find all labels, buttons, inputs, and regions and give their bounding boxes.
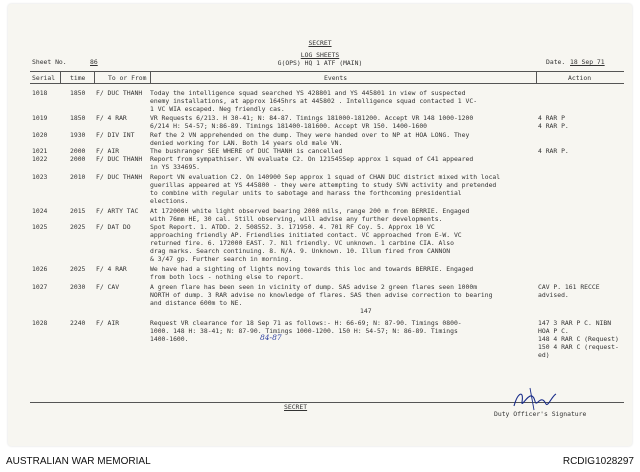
entry-to-from: F/ DAT DO: [96, 223, 131, 231]
log-title: LOG SHEETS: [300, 51, 340, 59]
entry-time: 2010: [70, 173, 86, 181]
secret-bottom-label: SECRET: [284, 403, 308, 411]
entry-time: 2025: [70, 265, 86, 273]
entry-to-from: F/ 4 RAR: [96, 265, 127, 273]
col-header-serial: Serial: [32, 74, 56, 82]
sheet-no-label: Sheet No.: [32, 58, 67, 66]
entry-to-from: F/ DUC THANH: [96, 155, 143, 163]
sheet-no-value: 86: [90, 58, 98, 66]
entry-events: The bushranger SEE WHERE of DUC THANH is cancelled: [150, 147, 343, 155]
annotation-number: 147: [360, 307, 372, 315]
entry-action: CAV P. 161 RECCE advised.: [538, 283, 600, 299]
entry-events: Today the intelligence squad searched YS 428801 and YS 445801 in view of suspected enemy installations, at approx 1645hrs at 445802 . Intelligence squad contacted 1 VC- 1 VC WIA escaped. Neg friendly cas.: [150, 89, 478, 113]
entry-events: Spot Report. 1. ATDD. 2. 508552. 3. 171950. 4. 701 RF Coy. 5. Approx 10 VC approaching friendly AP. Friendlies initiated contact. VC approached from E-W. VC returned fire. 6. 172000 EAST. 7. Nil friendly. VC unknown. 1 carbine CIA. Also drag marks. Search continuing. 8. N/A. 9. Unknown. 10. Illum fired from CANNON & 3/47 gp. Further search in morning.: [150, 223, 462, 263]
entry-to-from: F/ DUC THANH: [96, 173, 143, 181]
entry-to-from: F/ ARTY TAC: [96, 207, 139, 215]
archive-id: RCDIG1028297: [562, 456, 634, 467]
secret-top-label: SECRET: [308, 39, 332, 47]
archive-name: AUSTRALIAN WAR MEMORIAL: [6, 456, 151, 467]
col-divider: [94, 71, 95, 83]
entry-time: 1930: [70, 131, 86, 139]
col-header-events: Events: [324, 74, 348, 82]
entry-events: VR Requests 6/213. H 30-41; N: 84-87. Timings 181000-181200. Accept VR 148 1000-1200 6/214 H: 54-57; N:86-89. Timings 181400-181600. Accept VR 150. 1400-1600: [150, 114, 474, 130]
entry-time: 2015: [70, 207, 86, 215]
entry-serial: 1018: [32, 89, 48, 97]
entry-to-from: F/ AIR: [96, 147, 120, 155]
entry-events: Report VN evaluation C2. On 140900 Sep approx 1 squad of CHAN DUC district mixed with local guerillas appeared at YS 445800 - they were attempting to study SVN activity and pretended to combine with regular units to sabotage and harass the forthcoming presidential elections.: [150, 173, 501, 205]
entry-serial: 1026: [32, 265, 48, 273]
entry-time: 2030: [70, 283, 86, 291]
log-sheet-page: [8, 4, 632, 446]
entry-events: A green flare has been seen in vicinity of dump. SAS advise 2 green flares seen 1000m NORTH of dump. 3 RAR advise no knowledge of flares. SAS then advise correction to bearing and distance 600m to NE.: [150, 283, 493, 307]
entry-serial: 1028: [32, 319, 48, 327]
entry-serial: 1023: [32, 173, 48, 181]
entry-serial: 1024: [32, 207, 48, 215]
entry-events: Report from sympathiser. VN evaluate C2. On 121545Sep approx 1 squad of C41 appeared in YS 334695.: [150, 155, 474, 171]
unit-label: G(OPS) HQ 1 ATF (MAIN): [277, 59, 363, 67]
entry-to-from: F/ 4 RAR: [96, 114, 127, 122]
entry-events: We have had a sighting of lights moving towards this loc and towards BERRIE. Engaged from both locs - nothing else to report.: [150, 265, 474, 281]
date-label: Date.: [546, 58, 566, 66]
col-divider: [536, 71, 537, 83]
entry-serial: 1021: [32, 147, 48, 155]
entry-to-from: F/ DIV INT: [96, 131, 135, 139]
entry-time: 2000: [70, 147, 86, 155]
entry-events: At 172000H white light observed bearing 2000 mils, range 200 m from BERRIE. Engaged with 76mm HE, 30 cal. Still observing, will advise any further developments.: [150, 207, 470, 223]
handwritten-correction: 84-87: [260, 333, 282, 342]
entry-to-from: F/ CAV: [96, 283, 120, 291]
entry-serial: 1019: [32, 114, 48, 122]
entry-to-from: F/ AIR: [96, 319, 120, 327]
entry-events: Ref the 2 VN apprehended on the dump. They were handed over to NP at HOA LONG. They denied working for LAN. Both 14 years old male VN.: [150, 131, 470, 147]
entry-action: 147 3 RAR P C. NIBN HOA P C. 148 4 RAR C (Request) 150 4 RAR C (request- ed): [538, 319, 619, 359]
entry-to-from: F/ DUC THANH: [96, 89, 143, 97]
col-header-action: Action: [568, 74, 592, 82]
archive-footer: [0, 448, 640, 472]
col-divider: [60, 71, 61, 83]
entry-serial: 1020: [32, 131, 48, 139]
entry-time: 1850: [70, 89, 86, 97]
col-header-time: time: [70, 74, 86, 82]
entry-action: 4 RAR P.: [538, 147, 569, 155]
col-divider: [150, 71, 151, 83]
entry-action: 4 RAR P 4 RAR P.: [538, 114, 569, 130]
entry-serial: 1027: [32, 283, 48, 291]
entry-time: 2000: [70, 155, 86, 163]
table-header-rule: [30, 83, 624, 84]
signature-label: Duty Officer's Signature: [494, 410, 587, 418]
entry-serial: 1022: [32, 155, 48, 163]
entry-serial: 1025: [32, 223, 48, 231]
entry-time: 1850: [70, 114, 86, 122]
entry-time: 2240: [70, 319, 86, 327]
table-row: [30, 319, 624, 375]
date-value: 18 Sep 71: [570, 58, 605, 66]
entry-time: 2025: [70, 223, 86, 231]
table-top-rule: [30, 71, 624, 72]
col-header-to-from: To or From: [108, 74, 147, 82]
entry-events: Request VR clearance for 18 Sep 71 as follows:- H: 66-69; N: 87-90. Timings 0800- 1000. 148 H: 38-41; N: 87-90. Timings 1000-1200. 150 H: 54-57; N: 86-89. Timings 1400-1600.: [150, 319, 462, 343]
